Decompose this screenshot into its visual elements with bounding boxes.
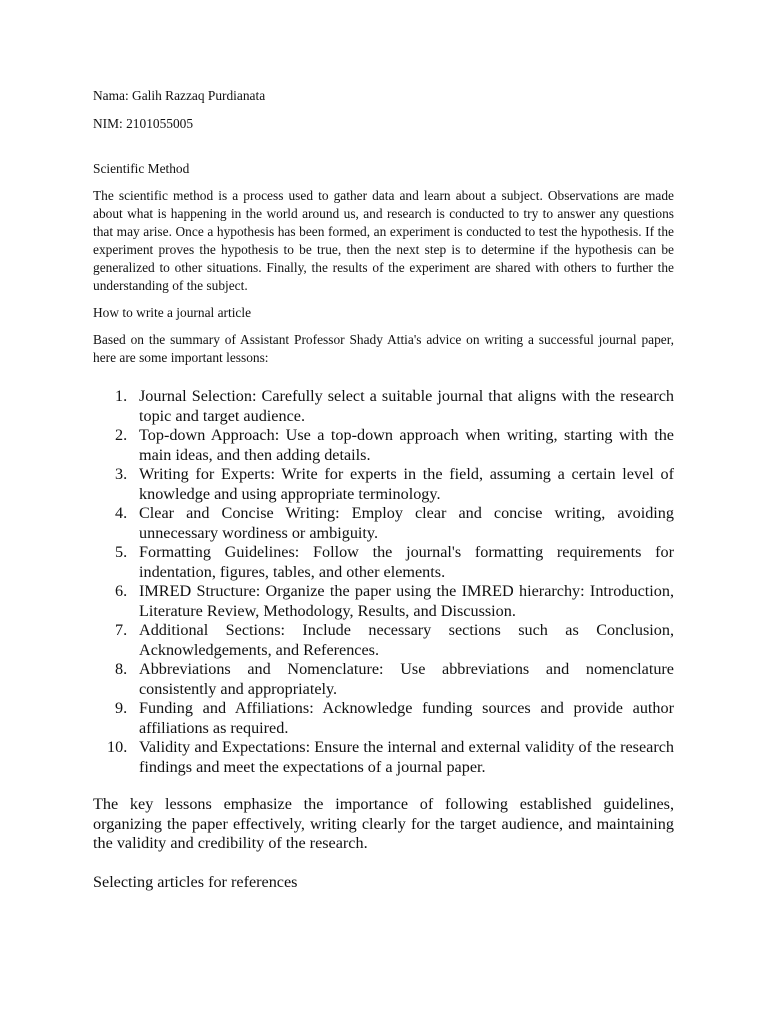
list-item-number: 3. [115,465,128,483]
list-item-text: Top-down Approach: Use a top-down approach when writing, starting with the main ideas, and then adding details. [139,426,674,464]
list-item-number: 1. [115,387,128,405]
student-name: Nama: Galih Razzaq Purdianata [93,88,266,103]
list-item [93,543,674,582]
lessons-list [93,387,674,777]
list-item-text: Journal Selection: Carefully select a suitable journal that aligns with the research topic and target audience. [139,387,674,425]
list-item-number: 6. [115,582,128,600]
list-item-number: 2. [115,426,128,444]
list-item-text: IMRED Structure: Organize the paper using the IMRED hierarchy: Introduction, Literature Review, Methodology, Results, and Discussion. [139,582,674,620]
list-item-number: 4. [115,504,128,522]
list-item [93,660,674,699]
list-item-text: Additional Sections: Include necessary sections such as Conclusion, Acknowledgements, and References. [139,621,674,659]
list-item-text: Clear and Concise Writing: Employ clear and concise writing, avoiding unnecessary wordiness or ambiguity. [139,504,674,542]
journal-article-title: How to write a journal article [93,305,252,320]
journal-article-intro: Based on the summary of Assistant Professor Shady Attia's advice on writing a successful journal paper, here are some important lessons: [93,332,674,365]
references-title: Selecting articles for references [93,872,298,891]
list-item-number: 10. [107,738,128,756]
summary-paragraph: The key lessons emphasize the importance of following established guidelines, organizing the paper effectively, writing clearly for the target audience, and maintaining the validity and credibility of the research. [93,795,674,852]
list-item [93,387,674,426]
list-item [93,504,674,543]
list-item-text: Formatting Guidelines: Follow the journal's formatting requirements for indentation, figures, tables, and other elements. [139,543,674,581]
document-content [93,87,674,892]
list-item-text: Abbreviations and Nomenclature: Use abbreviations and nomenclature consistently and appropriately. [139,660,674,698]
list-item-number: 7. [115,621,128,639]
list-item-number: 5. [115,543,128,561]
list-item [93,426,674,465]
list-item-number: 9. [115,699,128,717]
scientific-method-paragraph: The scientific method is a process used to gather data and learn about a subject. Observations are made about what is happening in the world around us, and research is conducted to try to answer any questions that may arise. Once a hypothesis has been formed, an experiment is conducted to test the hypothesis. If the experiment proves the hypothesis to be true, then the next step is to determine if the hypothesis can be generalized to other situations. Finally, the results of the experiment are shared with others to further the understanding of the subject. [93,188,674,293]
list-item [93,582,674,621]
list-item [93,621,674,660]
list-item [93,699,674,738]
list-item-number: 8. [115,660,128,678]
list-item-text: Validity and Expectations: Ensure the internal and external validity of the research findings and meet the expectations of a journal paper. [139,738,674,776]
student-nim: NIM: 2101055005 [93,116,194,131]
list-item [93,738,674,777]
list-item [93,465,674,504]
list-item-text: Writing for Experts: Write for experts in the field, assuming a certain level of knowledge and using appropriate terminology. [139,465,674,503]
scientific-method-title: Scientific Method [93,161,190,176]
list-item-text: Funding and Affiliations: Acknowledge funding sources and provide author affiliations as required. [139,699,674,737]
